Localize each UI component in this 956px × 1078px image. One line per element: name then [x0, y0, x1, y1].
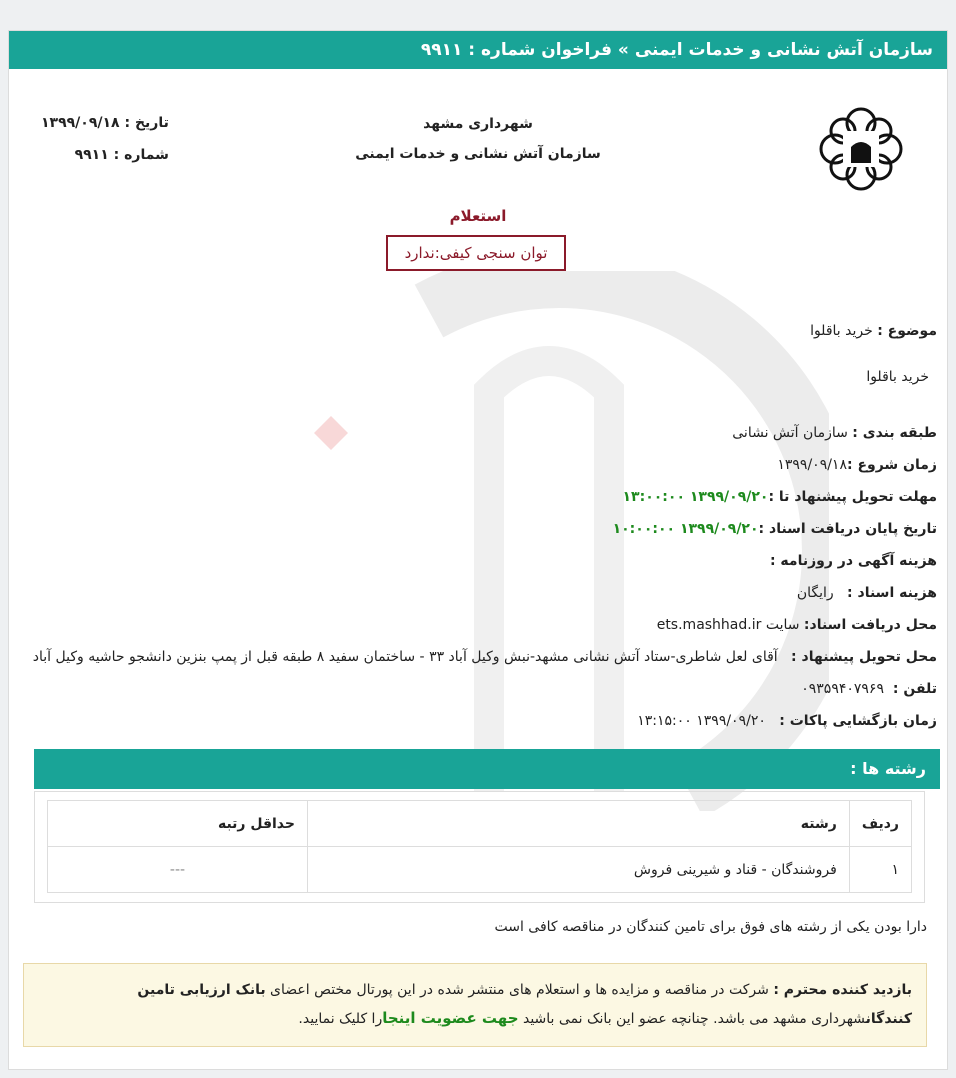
subject-label: موضوع :	[877, 323, 937, 339]
doc-cost-label: هزینه اسناد :	[847, 585, 937, 601]
alert-text: شرکت در مناقصه و مزایده ها و استعلام های منتشر شده در این پورتال مختص اعضای	[265, 982, 774, 998]
ad-cost-label: هزینه آگهی در روزنامه :	[769, 553, 937, 569]
fields-table-container	[34, 791, 925, 903]
fields-table	[47, 800, 912, 893]
date-value: ۱۳۹۹/۰۹/۱۸	[41, 115, 120, 131]
membership-alert	[23, 963, 927, 1047]
subject-description: خرید باقلوا	[866, 369, 929, 385]
start-label: زمان شروع :	[846, 457, 937, 473]
alert-lead: بازدید کننده محترم :	[773, 982, 912, 998]
row-number: ۱	[849, 847, 911, 893]
qualification-badge: توان سنجی کیفی:ندارد	[386, 235, 566, 271]
tender-details	[19, 315, 937, 737]
column-header-field: رشته	[308, 801, 850, 847]
deadline-value: ۱۳۹۹/۰۹/۲۰ ۱۳:۰۰:۰۰	[622, 489, 769, 505]
row-min-rank: ---	[48, 847, 308, 893]
column-header-min-rank: حداقل رتبه	[48, 801, 308, 847]
column-header-row-number: ردیف	[849, 801, 911, 847]
opening-value: ۱۳۹۹/۰۹/۲۰ ۱۳:۱۵:۰۰	[637, 713, 766, 729]
phone-value: ۰۹۳۵۹۴۰۷۹۶۹	[801, 681, 884, 697]
document-meta	[41, 107, 169, 171]
opening-label: زمان بازگشایی پاکات :	[779, 713, 937, 729]
doc-cost-value: رایگان	[796, 585, 834, 601]
fields-note: دارا بودن یکی از رشته های فوق برای تامین کنندگان در مناقصه کافی است	[494, 919, 927, 935]
phone-label: تلفن :	[892, 681, 937, 697]
org-line2: سازمان آتش نشانی و خدمات ایمنی	[355, 146, 601, 162]
document-type: استعلام	[449, 207, 507, 225]
row-field: فروشندگان - قناد و شیرینی فروش	[308, 847, 850, 893]
date-label: تاریخ :	[124, 115, 169, 131]
number-value: ۹۹۱۱	[74, 147, 109, 163]
subject-value: خرید باقلوا	[810, 323, 873, 339]
category-value: سازمان آتش نشانی	[732, 425, 848, 441]
alert-text-2: شهرداری مشهد می باشد. چنانچه عضو این بانک نمی باشید	[518, 1011, 866, 1027]
doc-place-label: محل دریافت اسناد:	[803, 617, 937, 633]
category-label: طبقه بندی :	[852, 425, 937, 441]
docs-end-label: تاریخ پایان دریافت اسناد :	[758, 521, 937, 537]
docs-end-value: ۱۳۹۹/۰۹/۲۰ ۱۰:۰۰:۰۰	[612, 521, 759, 537]
membership-link[interactable]: جهت عضویت اینجا	[382, 1009, 519, 1027]
fields-section-header: رشته ها :	[34, 749, 940, 789]
start-value: ۱۳۹۹/۰۹/۱۸	[777, 457, 847, 473]
table-header-row	[48, 801, 912, 847]
page-title: سازمان آتش نشانی و خدمات ایمنی » فراخوان شماره : ۹۹۱۱	[9, 31, 947, 69]
delivery-value: آقای لعل شاطری-ستاد آتش نشانی مشهد-نبش وکیل آباد ۳۳ - ساختمان سفید ۸ طبقه قبل از پمپ بنزین دانشجو حاشیه وکیل آباد	[32, 649, 778, 665]
doc-place-value: سایت ets.mashhad.ir	[656, 617, 800, 633]
alert-bank-name: بانک ارزیابی تامین کنندگان	[137, 982, 912, 1027]
number-label: شماره :	[113, 147, 169, 163]
delivery-label: محل تحویل پیشنهاد :	[791, 649, 937, 665]
table-row	[48, 847, 912, 893]
org-line1: شهرداری مشهد	[423, 116, 533, 132]
alert-text-3: را کلیک نمایید.	[298, 1011, 383, 1027]
tender-card	[8, 30, 948, 1070]
deadline-label: مهلت تحویل پیشنهاد تا :	[768, 489, 937, 505]
